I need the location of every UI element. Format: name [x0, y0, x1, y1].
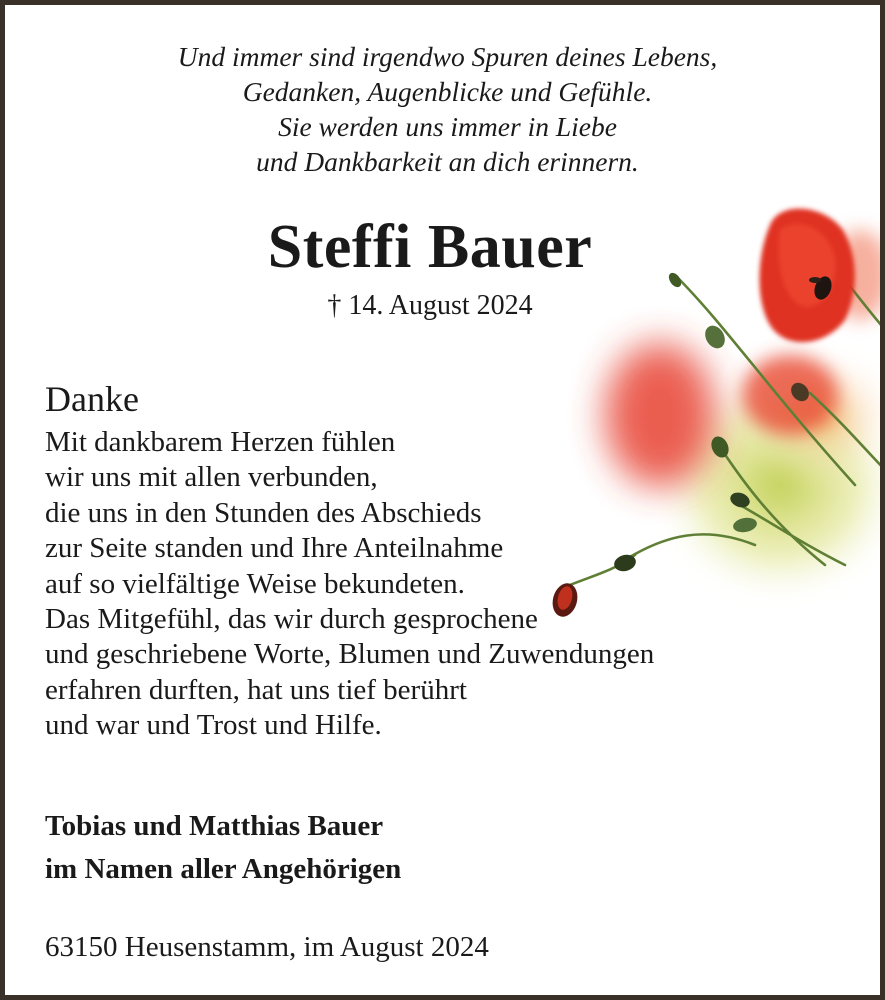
- quote-line: und Dankbarkeit an dich erinnern.: [256, 146, 639, 177]
- deceased-name: Steffi Bauer: [267, 213, 593, 281]
- memorial-quote: [5, 39, 885, 179]
- thanks-line: die uns in den Stunden des Abschieds: [45, 496, 482, 529]
- thanks-line: Das Mitgefühl, das wir durch gesprochene: [45, 603, 538, 636]
- signer-line: im Namen aller Angehörigen: [45, 853, 402, 885]
- signer-line: Tobias und Matthias Bauer: [45, 810, 384, 842]
- thanks-line: erfahren durften, hat uns tief berührt: [45, 673, 467, 706]
- thanks-line: und geschriebene Worte, Blumen und Zuwendungen: [45, 638, 655, 671]
- thanks-heading: Danke: [45, 379, 139, 419]
- quote-line: Und immer sind irgendwo Spuren deines Lebens,: [177, 41, 718, 72]
- place-and-date: 63150 Heusenstamm, im August 2024: [45, 931, 489, 963]
- quote-line: Gedanken, Augenblicke und Gefühle.: [242, 76, 653, 107]
- thanks-line: wir uns mit allen verbunden,: [45, 461, 378, 494]
- quote-line: Sie werden uns immer in Liebe: [278, 111, 617, 142]
- thanks-text: [45, 425, 654, 744]
- thanks-line: und war und Trost und Hilfe.: [45, 709, 382, 742]
- thanks-line: auf so vielfältige Weise bekundeten.: [45, 567, 465, 600]
- thanks-line: Mit dankbarem Herzen fühlen: [45, 426, 396, 458]
- signers: [45, 805, 401, 891]
- thanks-line: zur Seite standen und Ihre Anteilnahme: [45, 532, 504, 565]
- death-date: † 14. August 2024: [327, 290, 533, 321]
